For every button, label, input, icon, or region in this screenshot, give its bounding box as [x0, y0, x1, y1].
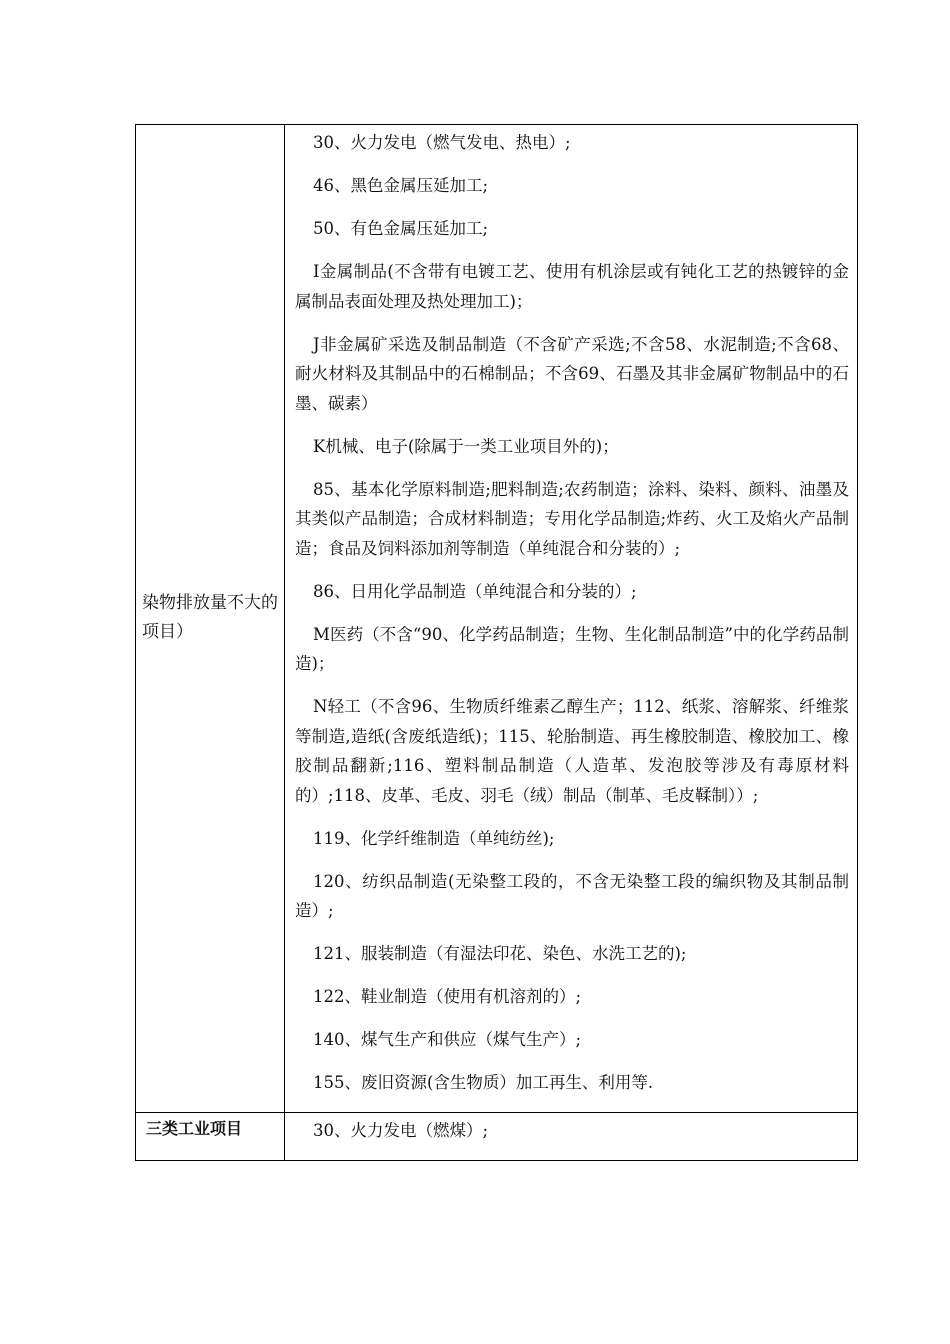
list-item: 86、日用化学品制造（单纯混合和分装的）; [313, 581, 637, 601]
category-cell [136, 1112, 285, 1160]
list-item: 121、服装制造（有湿法印花、染色、水洗工艺的); [313, 944, 687, 963]
list-item: M医药（不含“90、化学药品制造；生物、生化制品制造”中的化学药品制造)； [295, 624, 849, 673]
list-item: 46、黑色金属压延加工; [313, 176, 489, 195]
list-item: J非金属矿采选及制品制造（不含矿产采选;不含58、水泥制造;不含68、耐火材料及其制品中的石棉制品；不含69、石墨及其非金属矿物制品中的石墨、碳素） [295, 334, 849, 413]
list-item: 85、基本化学原料制造;肥料制造;农药制造；涂料、染料、颜料、油墨及其类似产品制造；合成材料制造；专用化学品制造;炸药、火工及焰火产品制造；食品及饲料添加剂等制造（单纯混合和分装的）; [295, 479, 849, 558]
items-cell [285, 1112, 858, 1160]
list-item: 119、化学纤维制造（单纯纺丝); [313, 828, 555, 848]
category-label: 三类工业项目 [146, 1118, 243, 1138]
list-item: I金属制品(不含带有电镀工艺、使用有机涂层或有钝化工艺的热镀锌的金属制品表面处理及热处理加工)； [295, 262, 849, 311]
project-classification-table [135, 124, 858, 1161]
category-label: 染物排放量不大的项目） [142, 593, 278, 643]
list-item: 30、火力发电（燃气发电、热电）; [313, 133, 571, 152]
list-item: K机械、电子(除属于一类工业项目外的)； [313, 436, 619, 456]
list-item: 30、火力发电（燃煤）; [313, 1120, 489, 1140]
list-item: 140、煤气生产和供应（煤气生产）; [313, 1030, 582, 1049]
list-item: 120、纺织品制造(无染整工段的，不含无染整工段的编织物及其制品制造）; [295, 871, 849, 920]
list-item: N轻工（不含96、生物质纤维素乙醇生产；112、纸浆、溶解浆、纤维浆等制造,造纸(含废纸造纸)；115、轮胎制造、再生橡胶制造、橡胶加工、橡胶制品翻新;116、塑料制品制造（人造革、发泡胶等涉及有毒原材料的）;118、皮革、毛皮、羽毛（绒）制品（制革、毛皮鞣制））; [295, 697, 849, 805]
table-row [136, 125, 858, 1113]
list-item: 155、废旧资源(含生物质）加工再生、利用等. [313, 1073, 654, 1092]
table-row [136, 1112, 858, 1160]
list-item: 122、鞋业制造（使用有机溶剂的）; [313, 987, 582, 1006]
list-item: 50、有色金属压延加工; [313, 219, 489, 238]
items-cell [285, 125, 858, 1113]
category-cell [136, 125, 285, 1113]
